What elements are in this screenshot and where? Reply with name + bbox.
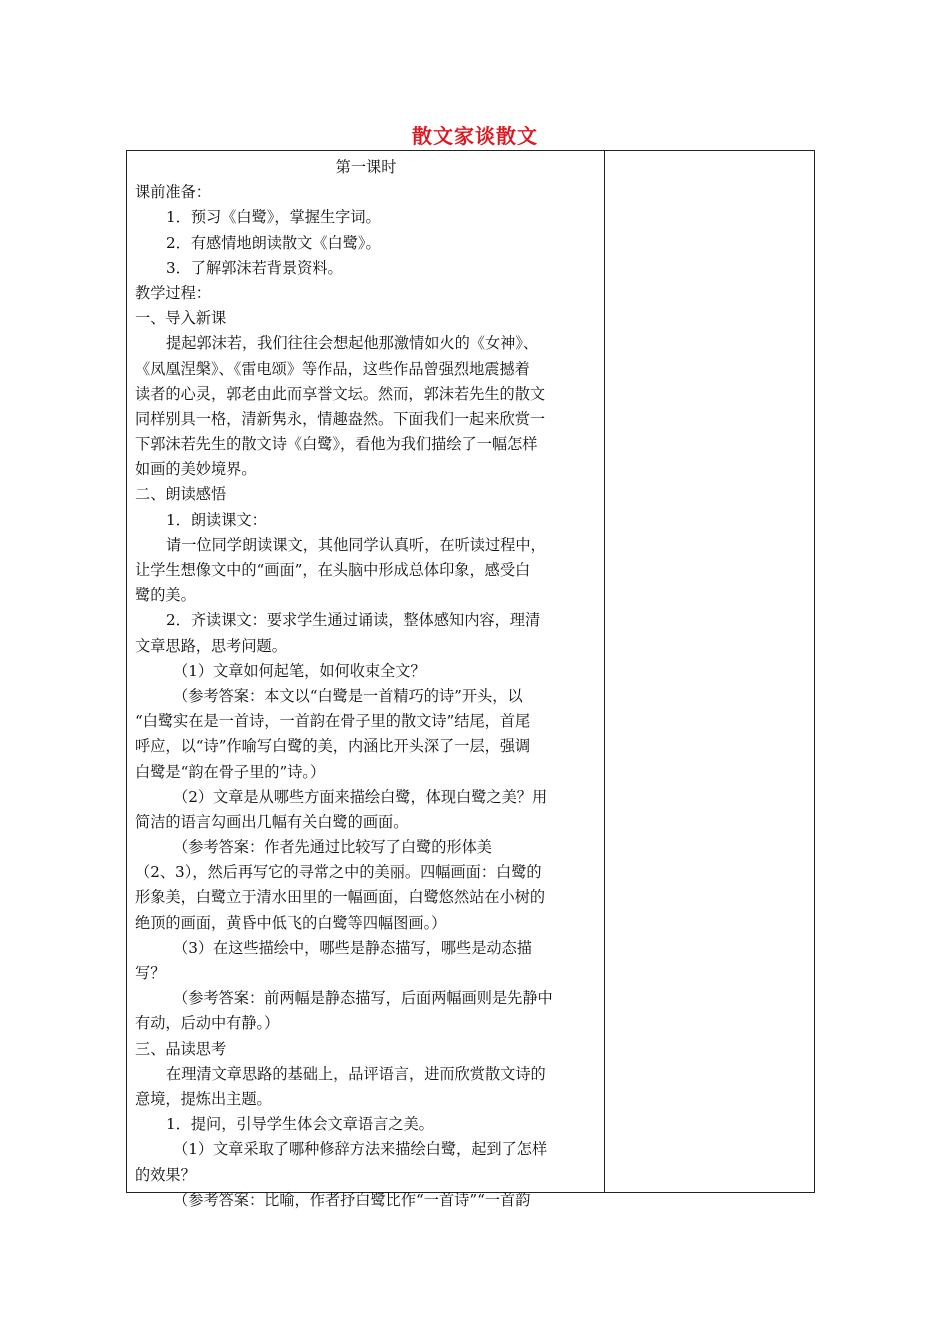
text-line: 如画的美妙境界。	[135, 460, 257, 479]
text-line: 有动，后动中有静。）	[135, 1014, 280, 1033]
text-line: 二、朗读感悟	[135, 485, 227, 504]
text-line: 1．预习《白鹭》，掌握生字词。	[166, 208, 381, 227]
text-line: 一、导入新课	[135, 309, 227, 328]
text-line: （参考答案：比喻，作者抒白鹭比作“一首诗”“一首韵	[173, 1190, 531, 1209]
text-line: 提起郭沫若，我们往往会想起他那激情如火的《女神》、	[166, 334, 539, 353]
text-line: （1）文章采取了哪种修辞方法来描绘白鹭，起到了怎样	[173, 1140, 548, 1159]
text-line: 意境，提炼出主题。	[135, 1089, 272, 1108]
notes-cell	[605, 151, 814, 1192]
text-line: 形象美，白鹭立于清水田里的一幅画面，白鹭悠然站在小树的	[135, 888, 546, 907]
text-line: “白鹭实在是一首诗，一首韵在骨子里的散文诗”结尾，首尾	[135, 712, 531, 731]
lesson-body	[135, 180, 597, 1213]
text-line: （参考答案：本文以“白鹭是一首精巧的诗”开头，以	[173, 686, 523, 705]
text-line: （参考答案：作者先通过比较写了白鹭的形体美	[173, 838, 492, 857]
text-line: 1．提问，引导学生体会文章语言之美。	[166, 1115, 434, 1134]
text-line: （2、3），然后再写它的寻常之中的美丽。四幅画面：白鹭的	[135, 863, 542, 882]
text-line: 呼应，以“诗”作喻写白鹭的美，内涵比开头深了一层，强调	[135, 737, 531, 756]
text-line: 文章思路，思考问题。	[135, 636, 287, 655]
text-line: 鹭的美。	[135, 586, 196, 605]
text-line: 写？	[135, 964, 166, 982]
text-line: （参考答案：前两幅是静态描写，后面两幅画则是先静中	[173, 989, 553, 1008]
text-line: 读者的心灵，郭老由此而享誉文坛。然而，郭沫若先生的散文	[135, 384, 546, 403]
text-line: 3．了解郭沫若背景资料。	[166, 258, 343, 277]
text-line: 2．齐读课文：要求学生通过诵读，整体感知内容，理清	[166, 611, 541, 630]
text-line: 绝顶的画面，黄昏中低飞的白鹭等四幅图画。）	[135, 913, 447, 932]
lesson-table	[126, 150, 815, 1209]
text-line: 《凤凰涅槃》、《雷电颂》等作品，这些作品曾强烈地震撼着	[135, 359, 530, 378]
lesson-content-cell	[135, 155, 597, 1213]
text-line: （2）文章是从哪些方面来描绘白鹭，体现白鹭之美？用	[173, 787, 548, 806]
text-line: （3）在这些描绘中，哪些是静态描写，哪些是动态描	[173, 938, 532, 957]
text-line: 教学过程：	[135, 283, 211, 302]
text-line: 让学生想像文中的“画面”，在头脑中形成总体印象，感受白	[135, 561, 531, 579]
text-line: 的效果？	[135, 1165, 196, 1184]
text-line: 白鹭是“韵在骨子里的”诗。）	[135, 762, 326, 781]
text-line: 在理清文章思路的基础上，品评语言，进而欣赏散文诗的	[166, 1064, 546, 1083]
text-line: （1）文章如何起笔，如何收束全文？	[173, 661, 426, 680]
text-line: 下郭沫若先生的散文诗《白鹭》，看他为我们描绘了一幅怎样	[135, 435, 538, 454]
text-line: 1．朗读课文：	[166, 510, 267, 529]
text-line: 同样别具一格，清新隽永，情趣盎然。下面我们一起来欣赏一	[135, 409, 546, 428]
text-line: 2．有感情地朗读散文《白鹭》。	[166, 233, 381, 252]
document-title: 散文家谈散文	[412, 124, 538, 148]
text-line: 简洁的语言勾画出几幅有关白鹭的画面。	[135, 812, 409, 831]
text-line: 三、品读思考	[135, 1039, 227, 1058]
text-line: 请一位同学朗读课文，其他同学认真听，在听读过程中，	[166, 535, 546, 554]
lesson-heading: 第一课时	[335, 158, 397, 176]
text-line: 课前准备：	[135, 183, 211, 202]
